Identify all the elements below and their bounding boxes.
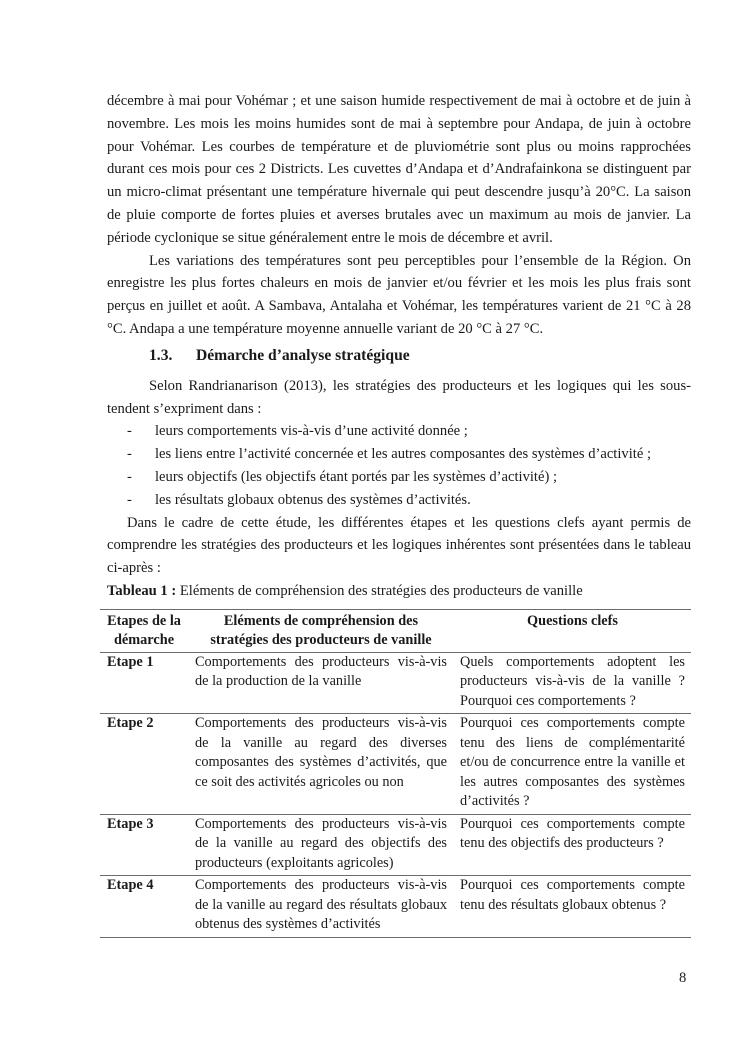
cell-element: Comportements des producteurs vis-à-vis de la vanille au regard des résultats globaux obtenus des systèmes d’activités [188,876,453,938]
cell-element: Comportements des producteurs vis-à-vis de la vanille au regard des objectifs des producteurs (exploitants agricoles) [188,814,453,876]
section-title: Démarche d’analyse stratégique [196,346,410,364]
paragraph-temperature-variations: Les variations des températures sont peu perceptibles pour l’ensemble de la Région. On enregistre les plus fortes chaleurs en mois de janvier et/ou février et les mois les plus frais sont perçus en juillet et août. A Sambava, Antalaha et Vohémar, les températures varient de 21 °C à 28 °C. Andapa a une température moyenne annuelle variant de 20 °C à 27 °C. [107,252,691,337]
list-item: - leurs objectifs (les objectifs étant portés par les systèmes d’activité) ; [107,466,691,489]
list-item: - leurs comportements vis-à-vis d’une activité donnée ; [107,420,691,443]
list-item: - les résultats globaux obtenus des systèmes d’activités. [107,489,691,512]
section-number: 1.3. [149,346,173,364]
table-row [100,714,691,815]
header-questions: Questions clefs [453,609,691,652]
cell-step: Etape 3 [100,814,188,876]
header-steps: Etapes de la démarche [100,609,188,652]
page-number: 8 [679,970,687,986]
cell-question: Pourquoi ces comportements compte tenu des résultats globaux obtenus ? [453,876,691,938]
cell-step: Etape 4 [100,876,188,938]
cell-question: Pourquoi ces comportements compte tenu des objectifs des producteurs ? [453,814,691,876]
document-page [107,90,691,938]
section-heading [107,344,691,372]
paragraph-climate-seasons: décembre à mai pour Vohémar ; et une saison humide respectivement de mai à octobre et de juin à novembre. Les mois les moins humides sont de mai à septembre pour Andapa, de juin à octobre pour Vohémar. Les courbes de température et de pluviométrie sont plus ou moins rapprochées durant ces mois pour ces 2 Districts. Les cuvettes d’Andapa et d’Andrafainkona se distinguent par un micro-climat présentant une température hivernale qui peut descendre jusqu’à 20°C. La saison de pluie comporte de fortes pluies et averses brutales avec un maximum au mois de janvier. La période cyclonique se situe généralement entre le mois de décembre et avril. [107,93,691,246]
cell-step: Etape 2 [100,714,188,815]
table-caption-text: Eléments de compréhension des stratégies des producteurs de vanille [176,582,583,599]
table-row [100,876,691,938]
paragraph-table-intro: Dans le cadre de cette étude, les différentes étapes et les questions clefs ayant permis de comprendre les stratégies des producteurs et les logiques inhérentes sont présentées dans le tableau ci-après : [107,514,691,577]
strategy-bullet-list [107,420,691,511]
table-caption-label: Tableau 1 : [107,582,177,599]
cell-element: Comportements des producteurs vis-à-vis de la production de la vanille [188,652,453,714]
header-elements: Eléments de compréhension des stratégies des producteurs de vanille [188,609,453,652]
strategy-table [100,609,691,938]
cell-question: Quels comportements adoptent les producteurs vis-à-vis de la vanille ? Pourquoi ces comportements ? [453,652,691,714]
dash-bullet-icon: - [127,446,132,463]
cell-step: Etape 1 [100,652,188,714]
table-row [100,652,691,714]
paragraph-strategy-intro: Selon Randrianarison (2013), les stratégies des producteurs et les logiques qui les sous-tendent s’expriment dans : [107,377,691,417]
table-row [100,814,691,876]
list-item: - les liens entre l’activité concernée et les autres composantes des systèmes d’activité ; [107,443,691,466]
dash-bullet-icon: - [127,423,132,440]
dash-bullet-icon: - [127,491,132,508]
table-caption [107,580,691,603]
table-header-row [100,609,691,652]
dash-bullet-icon: - [127,468,132,485]
cell-element: Comportements des producteurs vis-à-vis de la vanille au regard des diverses composantes des systèmes d’activités, que ce soit des activités agricoles ou non [188,714,453,815]
cell-question: Pourquoi ces comportements compte tenu des liens de complémentarité et/ou de concurrence entre la vanille et les autres composantes des systèmes d’activités ? [453,714,691,815]
